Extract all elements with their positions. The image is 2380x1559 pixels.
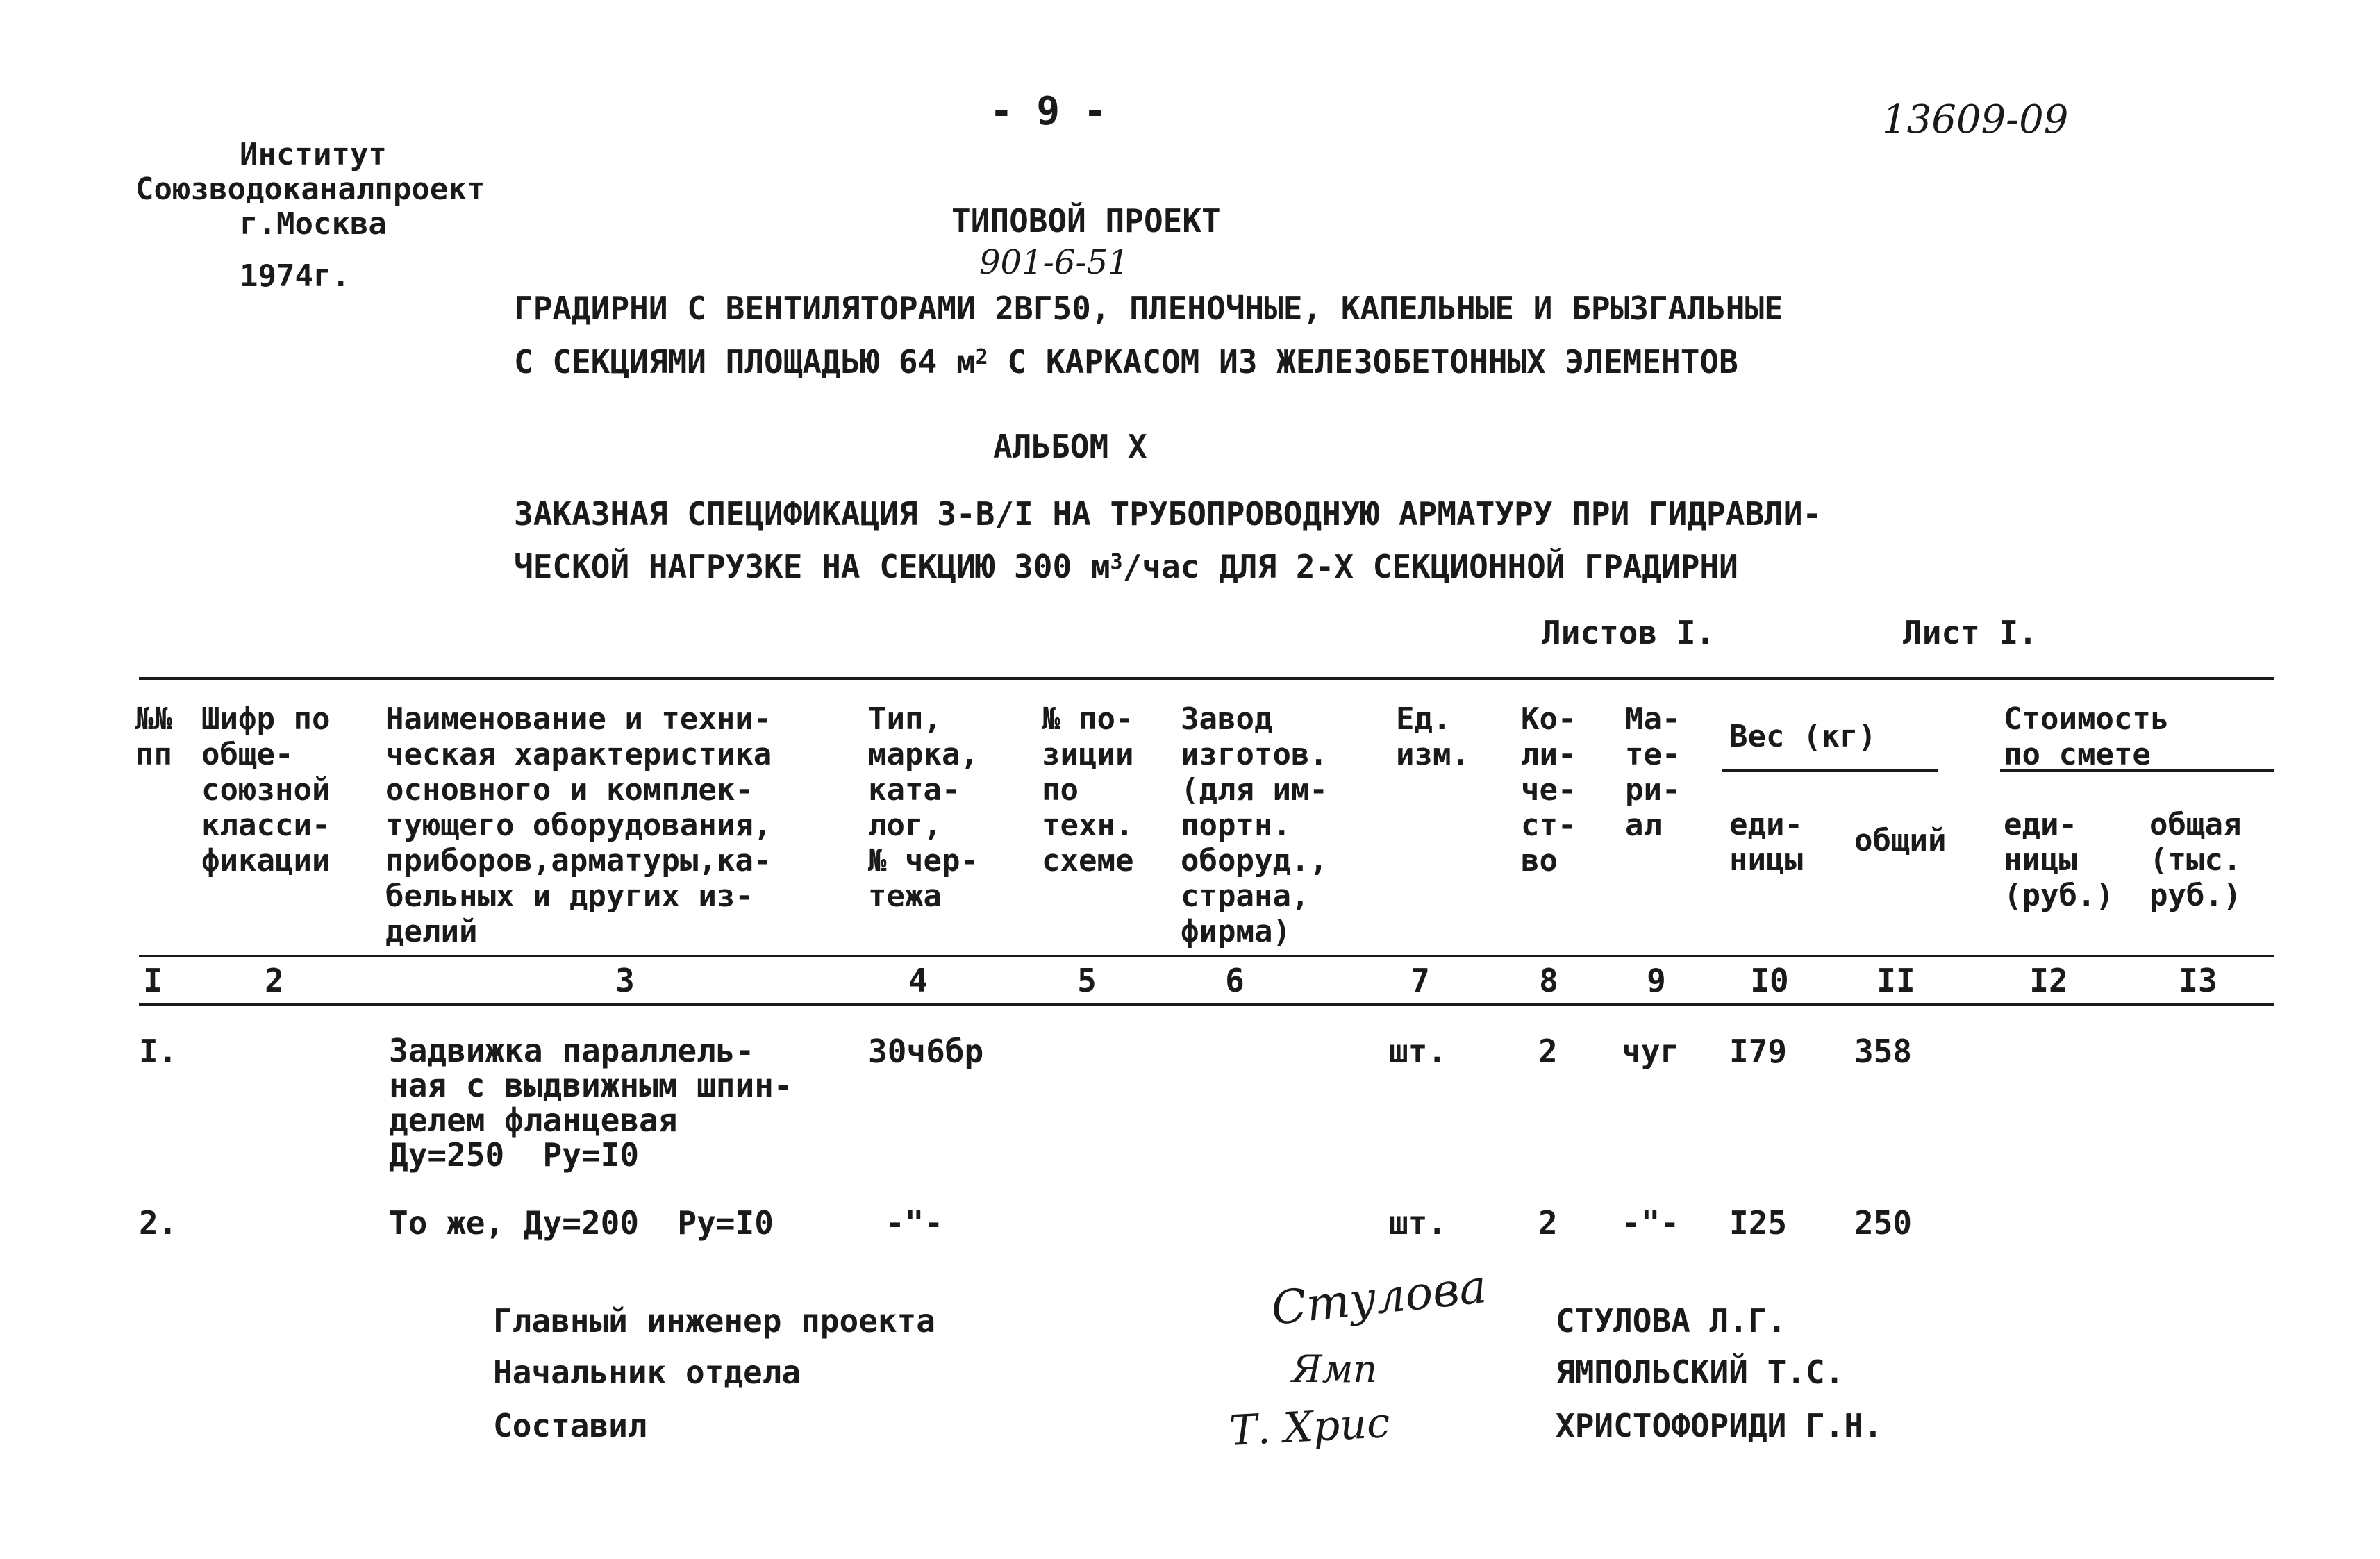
album-title: АЛЬБОМ X [993, 428, 1147, 465]
column-number: 5 [1077, 962, 1097, 999]
title-line-2-pre: С СЕКЦИЯМИ ПЛОЩАДЬЮ 64 м [514, 343, 976, 381]
item-weight-total: 358 [1854, 1033, 1913, 1070]
name-khristoforidi: ХРИСТОФОРИДИ Г.Н. [1556, 1407, 1883, 1444]
title-line-2 [514, 344, 1738, 380]
header-weight-group: Вес (кг) [1729, 719, 1876, 754]
name-yampolsky: ЯМПОЛЬСКИЙ Т.С. [1556, 1353, 1845, 1391]
area-exponent: 2 [975, 345, 988, 369]
column-numbers-rule [139, 1003, 2274, 1006]
header-cost-unit: еди- ницы (руб.) [2004, 807, 2114, 913]
item-weight-unit: I25 [1729, 1204, 1788, 1242]
sheet-number: Лист I. [1903, 614, 2038, 651]
document-code: 13609-09 [1882, 97, 2069, 142]
column-number: I3 [2179, 962, 2217, 999]
header-material: Ма- те- ри- ал [1625, 701, 1681, 843]
column-number: 3 [615, 962, 635, 999]
project-number: 901-6-51 [979, 243, 1129, 282]
item-weight-total: 250 [1854, 1204, 1913, 1242]
header-cost-group: Стоимость по смете [2004, 701, 2170, 772]
spec-line-2-post: /час ДЛЯ 2-Х СЕКЦИОННОЙ ГРАДИРНИ [1122, 548, 1738, 585]
column-number: II [1876, 962, 1915, 999]
spec-line-1: ЗАКАЗНАЯ СПЕЦИФИКАЦИЯ 3-В/I НА ТРУБОПРОВОДНУЮ АРМАТУРУ ПРИ ГИДРАВЛИ- [514, 495, 1822, 533]
header-unit: Ед. изм. [1396, 701, 1470, 772]
header-type-brand: Тип, марка, ката- лог, № чер- тежа [868, 701, 979, 914]
sheets-total: Листов I. [1542, 614, 1715, 651]
row-number: 2. [139, 1204, 178, 1242]
institute-year: 1974г. [240, 258, 350, 294]
item-name: То же, Ду=200 Ру=I0 [389, 1204, 774, 1242]
header-row-number: №№ пп [135, 701, 172, 772]
signature-stulova: Стулова [1268, 1259, 1490, 1336]
column-number: 4 [908, 962, 928, 999]
role-chief-engineer: Главный инженер проекта [493, 1302, 935, 1340]
header-classification-code: Шифр по обще- союзной класси- фикации [201, 701, 331, 878]
role-compiler: Составил [493, 1407, 647, 1444]
header-manufacturer: Завод изготов. (для им- портн. оборуд., страна, фирма) [1181, 701, 1328, 949]
column-number: 8 [1539, 962, 1558, 999]
item-type: -"- [885, 1204, 944, 1242]
signature-khristoforidi: Т. Хрис [1228, 1398, 1392, 1456]
header-quantity: Ко- ли- че- ст- во [1521, 701, 1576, 878]
row-number: I. [139, 1033, 178, 1070]
role-department-head: Начальник отдела [493, 1353, 801, 1391]
column-number: 9 [1647, 962, 1666, 999]
item-type: 30ч6бр [868, 1033, 984, 1070]
weight-group-rule [1722, 769, 1938, 772]
header-weight-unit: еди- ницы [1729, 807, 1803, 878]
spec-line-2-pre: ЧЕСКОЙ НАГРУЗКЕ НА СЕКЦИЮ 300 м [514, 548, 1110, 585]
spec-line-2 [514, 549, 1738, 585]
item-material: -"- [1622, 1204, 1680, 1242]
item-quantity: 2 [1538, 1033, 1558, 1070]
page-number: - 9 - [990, 89, 1107, 134]
project-label: ТИПОВОЙ ПРОЕКТ [951, 202, 1221, 240]
column-number: I [143, 962, 163, 999]
item-name: Задвижка параллель- ная с выдвижным шпин- делем фланцевая Ду=250 Ру=I0 [389, 1032, 793, 1174]
item-material: чуг [1622, 1033, 1680, 1070]
item-weight-unit: I79 [1729, 1033, 1788, 1070]
column-number: I0 [1750, 962, 1789, 999]
item-unit: шт. [1389, 1204, 1447, 1242]
item-unit: шт. [1389, 1033, 1447, 1070]
institute-city: г.Москва [240, 206, 387, 242]
header-position: № по- зиции по техн. схеме [1042, 701, 1134, 878]
column-number: I2 [2029, 962, 2068, 999]
header-bottom-rule [139, 955, 2274, 957]
table-top-rule [139, 677, 2274, 680]
title-line-2-post: С КАРКАСОМ ИЗ ЖЕЛЕЗОБЕТОННЫХ ЭЛЕМЕНТОВ [988, 343, 1738, 381]
column-number: 7 [1410, 962, 1430, 999]
header-weight-total: общий [1854, 823, 1947, 858]
institute-name: Союзводоканалпроект [135, 172, 485, 207]
flow-exponent: 3 [1110, 550, 1123, 574]
signature-yampolsky: Ямп [1292, 1347, 1378, 1391]
header-name-description: Наименование и техни- ческая характеристика основного и комплек- тующего оборудования, приборов,арматуры,ка- бельных и других из- делий [385, 701, 772, 949]
institute-label: Институт [240, 137, 387, 172]
column-number: 6 [1225, 962, 1245, 999]
title-line-1: ГРАДИРНИ С ВЕНТИЛЯТОРАМИ 2ВГ50, ПЛЕНОЧНЫЕ, КАПЕЛЬНЫЕ И БРЫЗГАЛЬНЫЕ [514, 290, 1783, 327]
header-cost-total: общая (тыс. руб.) [2149, 807, 2242, 913]
column-number: 2 [265, 962, 284, 999]
name-stulova: СТУЛОВА Л.Г. [1556, 1302, 1787, 1340]
item-quantity: 2 [1538, 1204, 1558, 1242]
